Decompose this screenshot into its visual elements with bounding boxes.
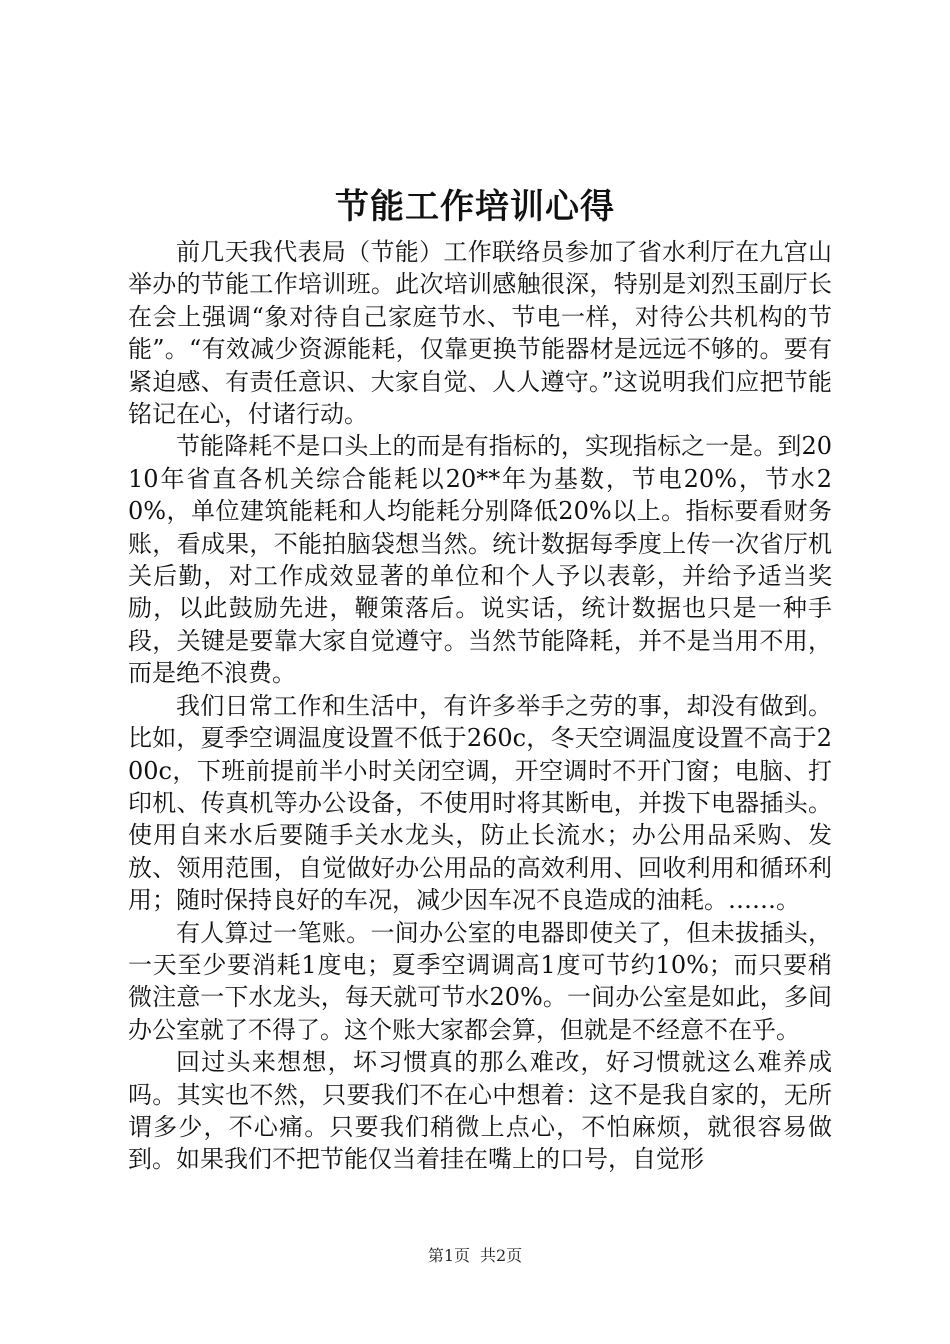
paragraph: 我们日常工作和生活中，有许多举手之劳的事，却没有做到。比如，夏季空调温度设置不低于260c，冬天空调温度设置不高于200c，下班前提前半小时关闭空调，开空调时不开门窗；电脑、打印机、传真机等办公设备，不使用时将其断电，并拨下电器插头。使用自来水后要随手关水龙头，防止长流水；办公用品采购、发放、领用范围，自觉做好办公用品的高效利用、回收利用和循环利用；随时保持良好的车况，减少因车况不良造成的油耗。……。: [128, 691, 832, 915]
paragraph: 节能降耗不是口头上的而是有指标的，实现指标之一是。到2010年省直各机关综合能耗以20**年为基数，节电20%，节水20%，单位建筑能耗和人均能耗分别降低20%以上。指标要看财务账，看成果，不能拍脑袋想当然。统计数据每季度上传一次省厅机关后勤，对工作成效显著的单位和个人予以表彰，并给予适当奖励，以此鼓励先进，鞭策落后。说实话，统计数据也只是一种手段，关键是要靠大家自觉遵守。当然节能降耗，并不是当用不用，而是绝不浪费。: [128, 432, 832, 688]
paragraph: 回过头来想想，坏习惯真的那么难改，好习惯就这么难养成吗。其实也不然，只要我们不在心中想着：这不是我自家的，无所谓多少，不心痛。只要我们稍微上点心，不怕麻烦，就很容易做到。如果我们不把节能仅当着挂在嘴上的口号，自觉形: [128, 1048, 832, 1174]
paragraph: 前几天我代表局（节能）工作联络员参加了省水利厅在九宫山举办的节能工作培训班。此次培训感触很深，特别是刘烈玉副厅长在会上强调“象对待自己家庭节水、节电一样，对待公共机构的节能”。“有效减少资源能耗，仅靠更换节能器材是远远不够的。要有紧迫感、有责任意识、大家自觉、人人遵守。”这说明我们应把节能铭记在心，付诸行动。: [128, 238, 832, 429]
document-body: [128, 236, 832, 1176]
document-title: 节能工作培训心得: [335, 187, 615, 227]
page-footer: [0, 1244, 950, 1268]
page-number: 第1页: [427, 1246, 470, 1265]
paragraph: 有人算过一笔账。一间办公室的电器即使关了，但未拔插头，一天至少要消耗1度电；夏季空调调高1度可节约10%；而只要稍微注意一下水龙头，每天就可节水20%。一间办公室是如此，多间办公室就了不得了。这个账大家都会算，但就是不经意不在乎。: [128, 918, 832, 1044]
page-total: 共2页: [480, 1246, 523, 1265]
